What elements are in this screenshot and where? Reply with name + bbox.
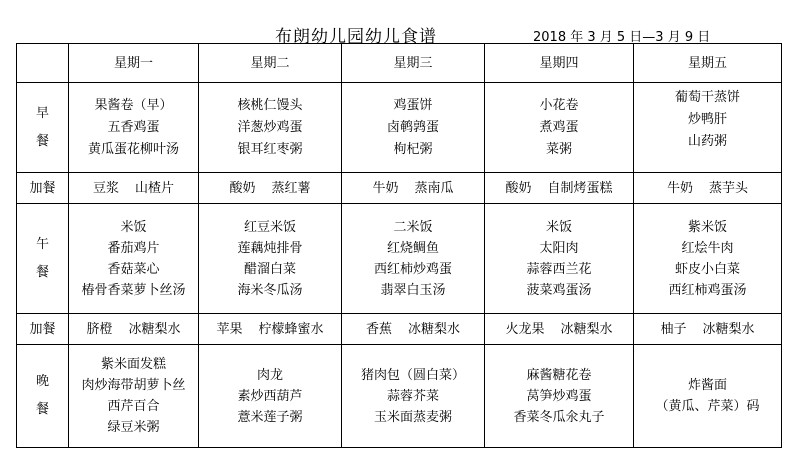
snack-item: 自制烤蛋糕 bbox=[547, 180, 613, 196]
dinner-thu bbox=[485, 345, 634, 448]
morning-snack-tue bbox=[199, 173, 342, 204]
morning-snack-wed bbox=[342, 173, 485, 204]
breakfast-fri bbox=[634, 83, 782, 173]
page-title: 布朗幼儿园幼儿食谱 bbox=[275, 27, 437, 47]
morning-snack-label: 加餐 bbox=[17, 173, 69, 204]
menu-item: 卤鹌鹑蛋 bbox=[386, 119, 439, 135]
snack-item: 火龙果 bbox=[505, 321, 545, 337]
snack-item: 脐橙 bbox=[86, 321, 113, 337]
menu-item: 猪肉包（圆白菜） bbox=[360, 367, 465, 383]
menu-item: 西红柿炒鸡蛋 bbox=[373, 261, 452, 277]
menu-item: 醋溜白菜 bbox=[243, 261, 296, 277]
day-header-fri: 星期五 bbox=[634, 44, 782, 83]
menu-item: 果酱卷（早） bbox=[94, 97, 173, 113]
menu-item: 紫米面发糕 bbox=[100, 357, 166, 372]
menu-item: 绿豆米粥 bbox=[107, 420, 160, 435]
corner-cell bbox=[17, 44, 69, 83]
dinner-fri bbox=[634, 345, 782, 448]
lunch-label-char-2: 餐 bbox=[35, 264, 49, 280]
menu-item: 素炒西葫芦 bbox=[237, 388, 303, 404]
snack-item: 豆浆 bbox=[92, 180, 119, 196]
snack-item: 牛奶 bbox=[372, 180, 399, 196]
menu-item: 米饭 bbox=[120, 219, 147, 235]
snack-item: 冰糖梨水 bbox=[560, 321, 613, 337]
day-header-mon: 星期一 bbox=[69, 44, 199, 83]
lunch-tue bbox=[199, 204, 342, 314]
lunch-mon bbox=[69, 204, 199, 314]
afternoon-snack-wed bbox=[342, 314, 485, 345]
menu-item: 番茄鸡片 bbox=[107, 240, 160, 256]
menu-item: 红豆米饭 bbox=[243, 219, 296, 235]
lunch-label-char-1: 午 bbox=[35, 236, 49, 252]
menu-item: 菠菜鸡蛋汤 bbox=[526, 282, 592, 298]
snack-item: 冰糖梨水 bbox=[128, 321, 181, 337]
snack-item: 冰糖梨水 bbox=[408, 321, 461, 337]
menu-item: 红烧鲷鱼 bbox=[386, 240, 439, 256]
menu-table bbox=[16, 43, 782, 448]
afternoon-snack-row bbox=[17, 314, 782, 345]
menu-item: 海米冬瓜汤 bbox=[237, 282, 303, 298]
afternoon-snack-fri bbox=[634, 314, 782, 345]
lunch-label bbox=[17, 204, 69, 314]
menu-item: 蒜蓉西兰花 bbox=[526, 261, 592, 277]
menu-item: 薏米莲子粥 bbox=[237, 409, 303, 425]
menu-item: 太阳肉 bbox=[539, 240, 579, 256]
snack-item: 山楂片 bbox=[135, 180, 175, 196]
menu-item: 红烩牛肉 bbox=[681, 240, 734, 256]
dinner-label bbox=[17, 345, 69, 448]
dinner-row bbox=[17, 345, 782, 448]
menu-item: 洋葱炒鸡蛋 bbox=[237, 119, 303, 135]
snack-item: 蒸芋头 bbox=[709, 180, 749, 196]
menu-item: 玉米面蒸麦粥 bbox=[373, 409, 452, 425]
menu-item: 西芹百合 bbox=[107, 399, 160, 414]
breakfast-label bbox=[17, 83, 69, 173]
dinner-label-char-2: 餐 bbox=[35, 402, 49, 417]
snack-item: 冰糖梨水 bbox=[702, 321, 755, 337]
breakfast-label-char-2: 餐 bbox=[35, 133, 49, 149]
snack-item: 柚子 bbox=[660, 321, 687, 337]
menu-item: 虾皮小白菜 bbox=[674, 261, 740, 277]
afternoon-snack-thu bbox=[485, 314, 634, 345]
menu-item: 炒鸭肝 bbox=[687, 112, 727, 127]
morning-snack-mon bbox=[69, 173, 199, 204]
menu-item: 五香鸡蛋 bbox=[107, 119, 160, 135]
day-header-thu: 星期四 bbox=[485, 44, 634, 83]
snack-item: 酸奶 bbox=[229, 180, 256, 196]
snack-item: 苹果 bbox=[216, 321, 243, 337]
lunch-wed bbox=[342, 204, 485, 314]
menu-item: 莴笋炒鸡蛋 bbox=[526, 388, 592, 404]
dinner-mon bbox=[69, 345, 199, 448]
menu-item: 紫米饭 bbox=[687, 219, 727, 235]
menu-item: 肉龙 bbox=[256, 367, 283, 383]
snack-item: 香蕉 bbox=[365, 321, 392, 337]
breakfast-thu bbox=[485, 83, 634, 173]
day-header-wed: 星期三 bbox=[342, 44, 485, 83]
menu-item: 葡萄干蒸饼 bbox=[674, 90, 740, 105]
menu-item: 米饭 bbox=[545, 219, 572, 235]
morning-snack-thu bbox=[485, 173, 634, 204]
lunch-fri bbox=[634, 204, 782, 314]
menu-item: 肉炒海带胡萝卜丝 bbox=[81, 378, 186, 393]
menu-item: 小花卷 bbox=[539, 97, 579, 113]
menu-item: 西红柿鸡蛋汤 bbox=[668, 282, 747, 298]
breakfast-mon bbox=[69, 83, 199, 173]
dinner-wed bbox=[342, 345, 485, 448]
menu-item: 麻酱糖花卷 bbox=[526, 367, 592, 383]
menu-item: 二米饭 bbox=[393, 219, 433, 235]
snack-item: 酸奶 bbox=[505, 180, 532, 196]
snack-item: 蒸南瓜 bbox=[414, 180, 454, 196]
menu-item: 黄瓜蛋花柳叶汤 bbox=[87, 141, 179, 157]
afternoon-snack-mon bbox=[69, 314, 199, 345]
day-header-tue: 星期二 bbox=[199, 44, 342, 83]
menu-item: 鸡蛋饼 bbox=[393, 97, 433, 113]
menu-item: （黄瓜、芹菜）码 bbox=[655, 399, 760, 414]
header-row bbox=[17, 44, 782, 83]
morning-snack-fri bbox=[634, 173, 782, 204]
menu-item: 莲藕炖排骨 bbox=[237, 240, 303, 256]
breakfast-tue bbox=[199, 83, 342, 173]
menu-item: 香菇菜心 bbox=[107, 261, 160, 277]
dinner-tue bbox=[199, 345, 342, 448]
snack-item: 蒸红薯 bbox=[271, 180, 311, 196]
lunch-thu bbox=[485, 204, 634, 314]
breakfast-label-char-1: 早 bbox=[35, 105, 49, 121]
dinner-label-char-1: 晚 bbox=[35, 374, 49, 389]
menu-item: 枸杞粥 bbox=[393, 141, 433, 157]
lunch-row bbox=[17, 204, 782, 314]
date-range: 2018 年 3 月 5 日—3 月 9 日 bbox=[533, 30, 711, 45]
breakfast-wed bbox=[342, 83, 485, 173]
menu-item: 核桃仁馒头 bbox=[237, 97, 303, 113]
afternoon-snack-label: 加餐 bbox=[17, 314, 69, 345]
menu-item: 炸酱面 bbox=[687, 378, 727, 393]
menu-item: 香菜冬瓜氽丸子 bbox=[513, 409, 605, 425]
menu-item: 煮鸡蛋 bbox=[539, 119, 579, 135]
menu-item: 银耳红枣粥 bbox=[237, 141, 303, 157]
menu-item: 山药粥 bbox=[687, 134, 727, 149]
menu-item: 蒜蓉芥菜 bbox=[386, 388, 439, 404]
morning-snack-row bbox=[17, 173, 782, 204]
snack-item: 牛奶 bbox=[666, 180, 693, 196]
breakfast-row bbox=[17, 83, 782, 173]
menu-item: 菜粥 bbox=[545, 141, 572, 157]
menu-item: 翡翠白玉汤 bbox=[380, 282, 446, 298]
afternoon-snack-tue bbox=[199, 314, 342, 345]
menu-item: 椿骨香菜萝卜丝汤 bbox=[81, 282, 186, 298]
snack-item: 柠檬蜂蜜水 bbox=[258, 321, 324, 337]
